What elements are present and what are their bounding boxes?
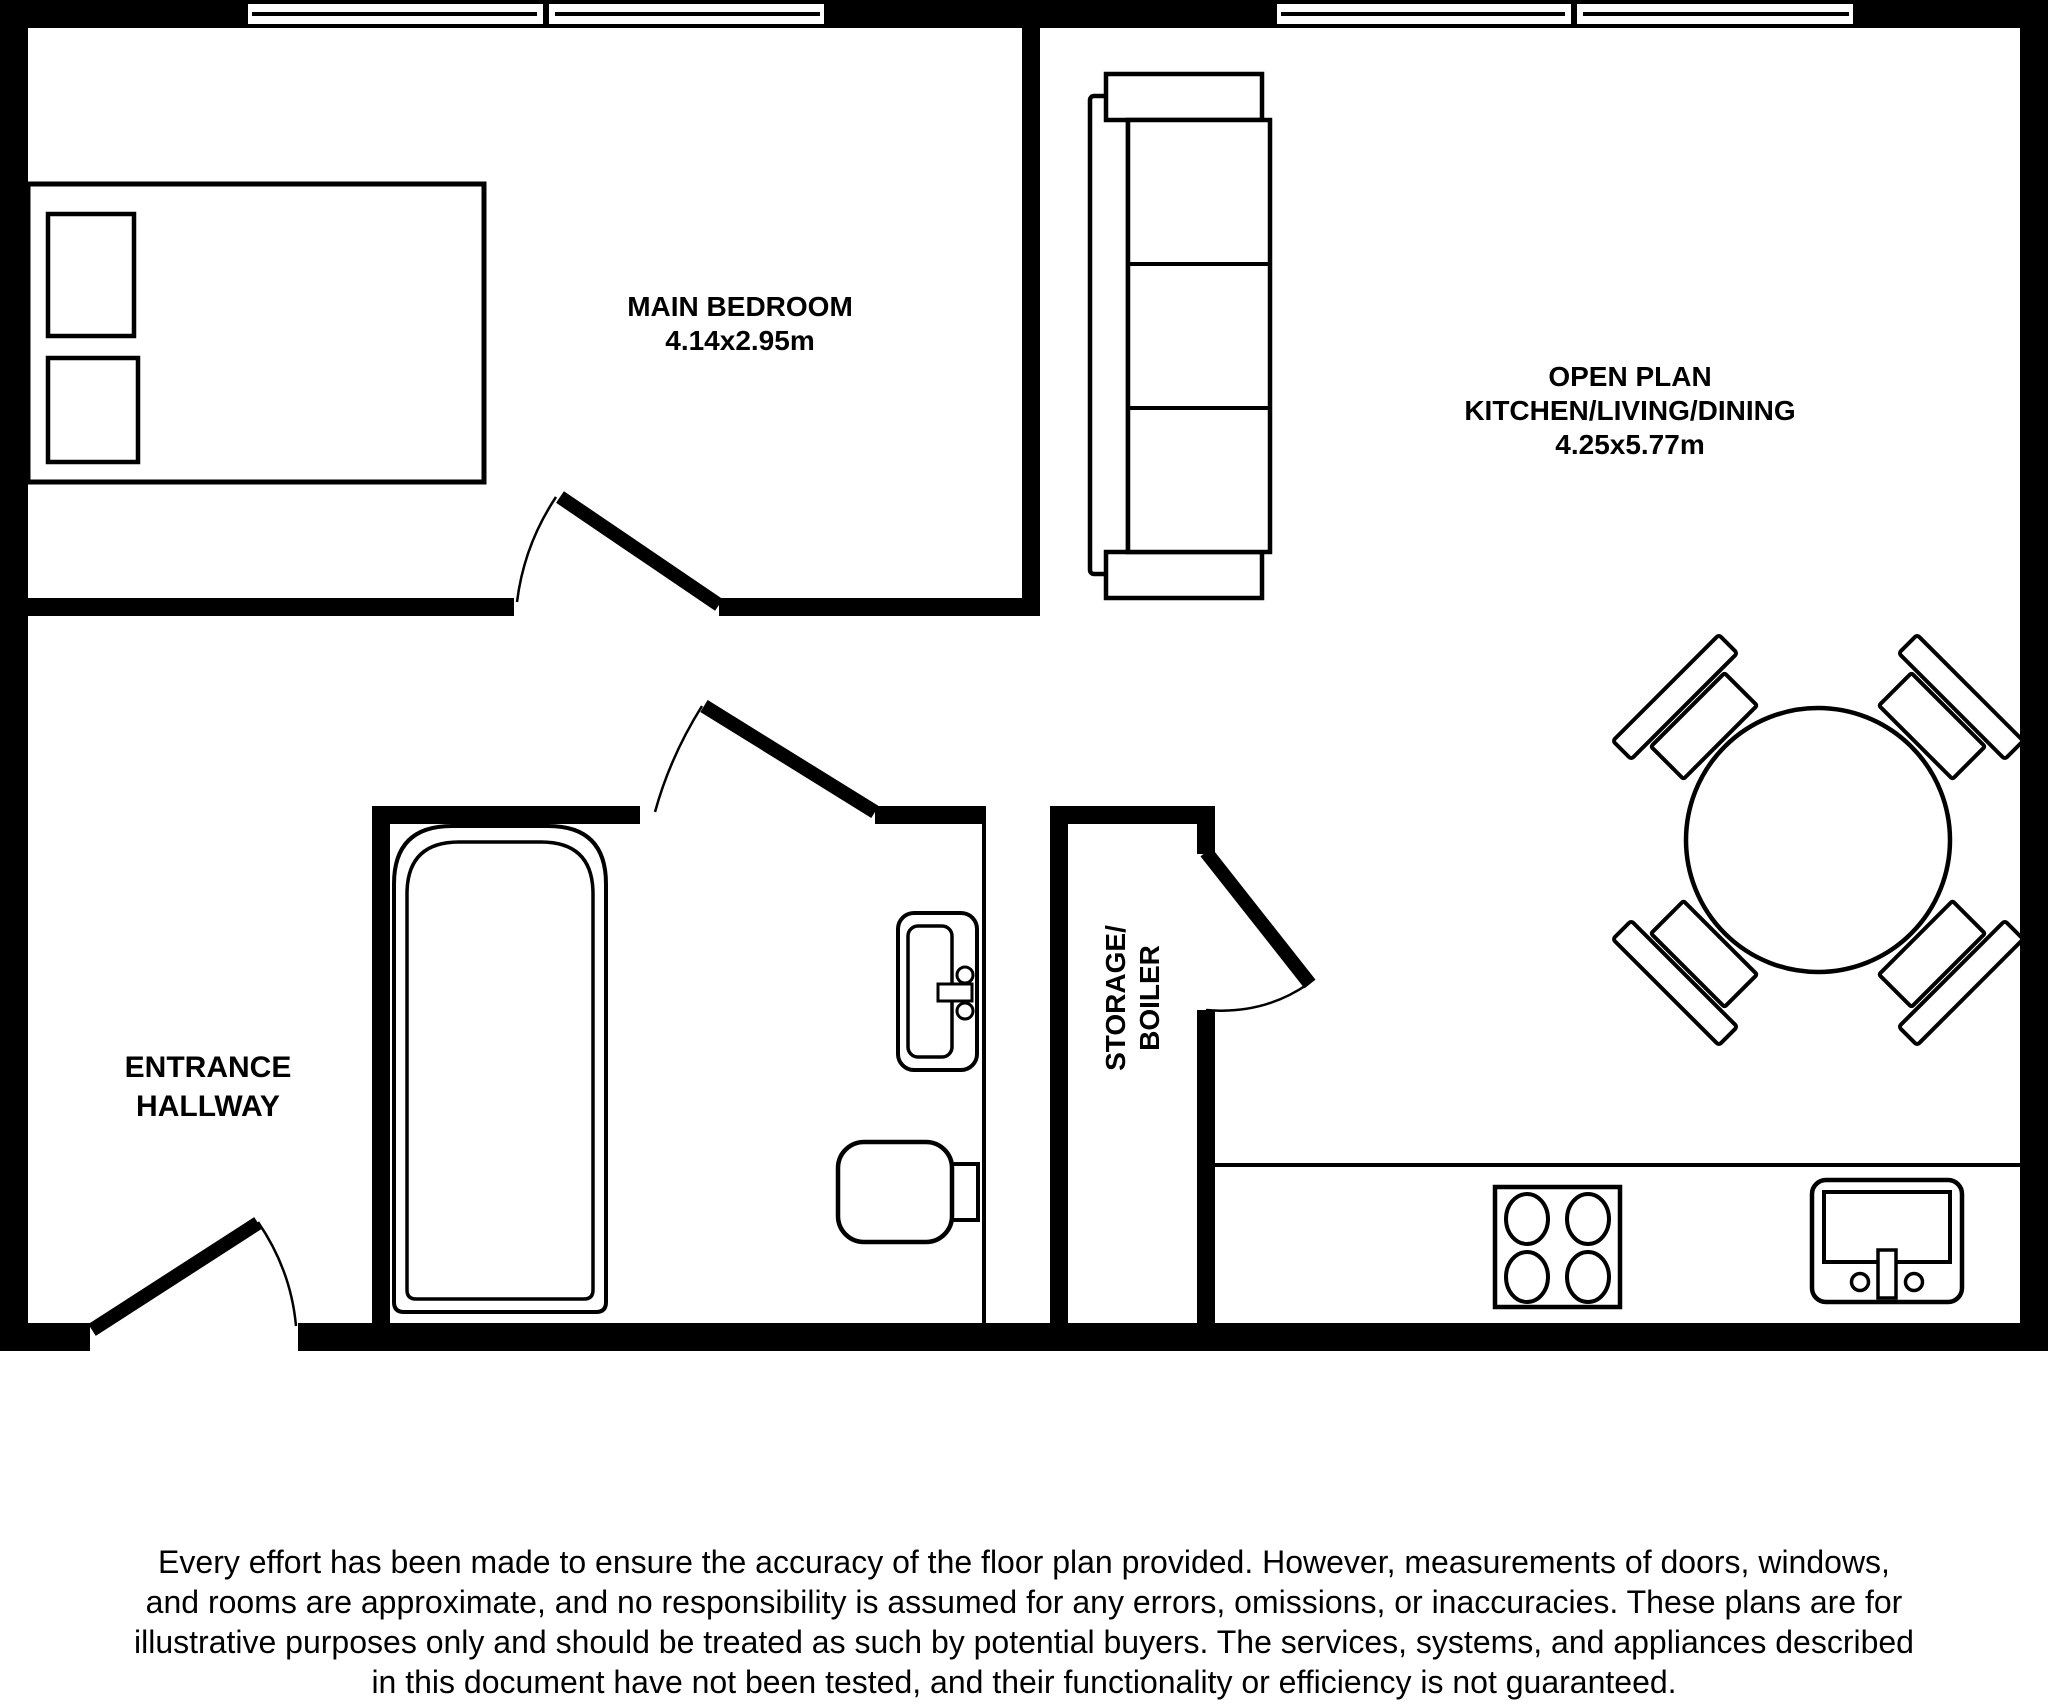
room-name: BOILER: [1134, 945, 1165, 1051]
window-openplan: [1277, 2, 1853, 26]
bathroom-top-wall-left: [372, 806, 640, 824]
storage-right-wall-lower: [1197, 1010, 1215, 1323]
hob-burner: [1506, 1194, 1548, 1244]
hob-burner: [1506, 1252, 1548, 1302]
door-swing-arc: [1206, 984, 1308, 1011]
pillow: [48, 214, 134, 336]
disclaimer-line: illustrative purposes only and should be treated as such by potential buyers. The services, systems, and appliances described: [134, 1624, 1914, 1660]
sofa-seat: [1128, 120, 1270, 552]
window-divider: [1571, 2, 1577, 26]
window-midline: [1583, 12, 1849, 16]
door-leaf: [704, 706, 875, 812]
round-dining-table: [1686, 708, 1950, 972]
room-name: ENTRANCE: [124, 1051, 292, 1084]
storage-top-wall: [1068, 806, 1215, 824]
double-bed: [28, 184, 484, 482]
wash-basin: [898, 913, 977, 1070]
storage-door: [1206, 852, 1310, 1011]
window-divider: [543, 2, 549, 26]
basin-tap-handle: [957, 967, 973, 983]
bedroom-bottom-wall-left: [28, 598, 514, 616]
pillow: [48, 358, 138, 462]
bathroom-left-wall: [372, 806, 390, 1323]
sofa: [1090, 74, 1270, 598]
bathtub: [394, 826, 606, 1312]
door-leaf: [1206, 852, 1310, 984]
wall-bottom-main-segment: [298, 1323, 2048, 1351]
open-plan-label: [1464, 360, 1795, 462]
disclaimer-line: in this document have not been tested, and their functionality or efficiency is not guaranteed.: [371, 1664, 1677, 1700]
wall-bottom-left-segment: [0, 1323, 90, 1351]
kitchen-sink: [1812, 1180, 1962, 1302]
main-bedroom-label: [627, 290, 853, 358]
door-swing-arc: [258, 1222, 296, 1326]
wall-right: [2020, 0, 2048, 1351]
door-leaf: [560, 497, 719, 605]
toilet: [838, 1142, 978, 1242]
bathroom-right-thin-wall: [982, 824, 986, 1323]
sofa-armrest-top: [1106, 74, 1262, 120]
entrance-door: [92, 1222, 296, 1330]
room-name: OPEN PLAN: [1548, 361, 1712, 392]
sofa-back: [1090, 96, 1128, 574]
door-swing-arc: [655, 706, 702, 812]
storage-left-wall: [1050, 806, 1068, 1323]
storage-boiler-label: [1099, 925, 1167, 1071]
bedroom-bottom-wall-right: [719, 598, 1040, 616]
room-name: MAIN BEDROOM: [627, 291, 853, 322]
door-leaf: [92, 1223, 258, 1330]
room-name: KITCHEN/LIVING/DINING: [1464, 395, 1796, 426]
bedroom-door: [517, 497, 719, 605]
disclaimer-text: [84, 1542, 1964, 1702]
disclaimer-line: Every effort has been made to ensure the accuracy of the floor plan provided. However, measurements of doors, windows,: [158, 1544, 1890, 1580]
room-dimensions: 4.14x2.95m: [665, 325, 815, 356]
door-swing-arc: [517, 497, 556, 602]
window-bedroom: [248, 2, 824, 26]
bathroom-door: [655, 706, 875, 812]
dining-set: [1613, 635, 2023, 1045]
hob: [1495, 1187, 1620, 1307]
hob-burner: [1567, 1252, 1609, 1302]
wall-left: [0, 0, 28, 1351]
room-dimensions: 4.25x5.77m: [1555, 429, 1705, 460]
room-name: HALLWAY: [136, 1090, 280, 1123]
kitchen-counter-line: [1215, 1163, 2020, 1167]
bathtub-inner: [407, 842, 593, 1299]
sink-tap-handle: [1852, 1274, 1869, 1291]
sink-tap: [1878, 1250, 1896, 1298]
bedroom-divider-wall: [1022, 28, 1040, 616]
window-midline: [252, 12, 537, 16]
hob-burner: [1567, 1194, 1609, 1244]
sofa-armrest-bottom: [1106, 552, 1262, 598]
toilet-bowl: [838, 1142, 952, 1242]
bathroom-top-wall-right: [875, 806, 986, 824]
basin-tap-handle: [957, 1003, 973, 1019]
room-name: STORAGE/: [1100, 925, 1131, 1071]
disclaimer-line: and rooms are approximate, and no responsibility is assumed for any errors, omissions, or inaccuracies. These plans are for: [145, 1584, 1903, 1620]
window-midline: [555, 12, 820, 16]
basin-tap: [938, 984, 972, 1001]
sink-tap-handle: [1906, 1274, 1923, 1291]
entrance-hallway-label: [125, 1048, 292, 1126]
window-midline: [1281, 12, 1565, 16]
